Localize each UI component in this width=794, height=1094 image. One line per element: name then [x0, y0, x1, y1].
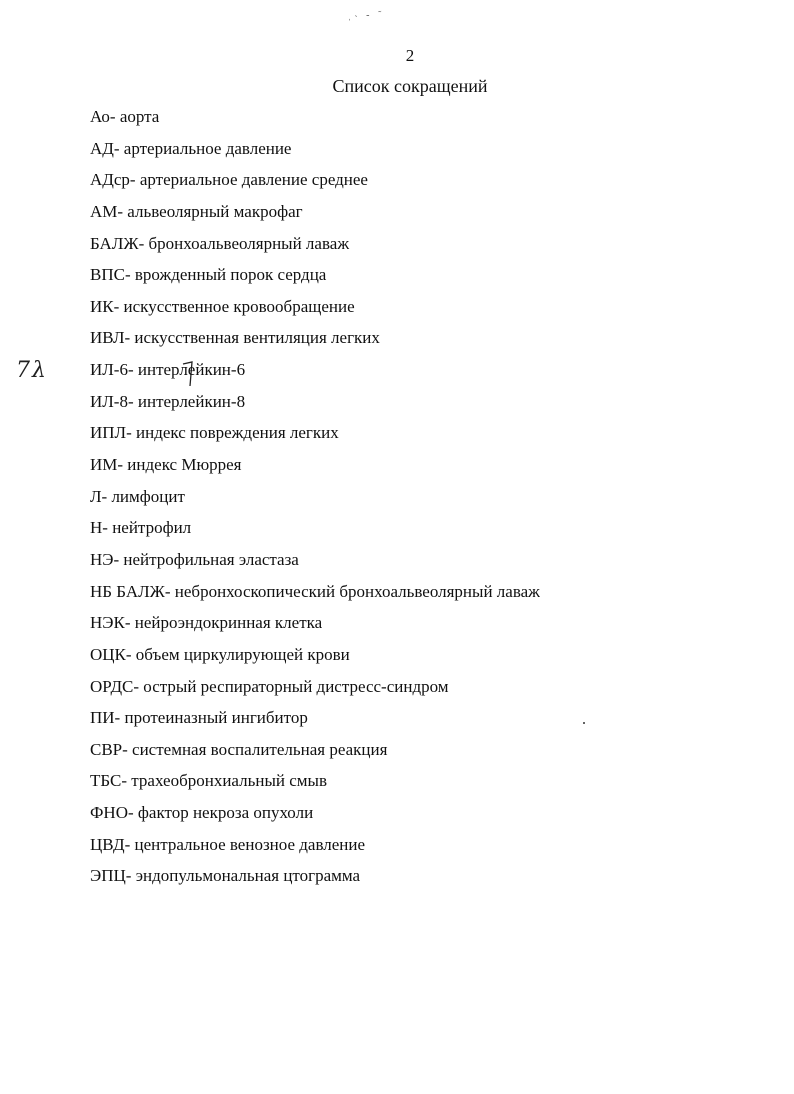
abbreviation-entry: АДср- артериальное давление среднее [90, 170, 368, 190]
page-title: Список сокращений [332, 76, 488, 96]
abbreviation-entry: ИЛ-6- интерлейкин-6 [90, 360, 246, 380]
handwritten-margin-note: 7λ [16, 358, 48, 383]
abbreviation-entry: ЦВД- центральное венозное давление [90, 834, 366, 854]
abbreviation-entry: Л- лимфоцит [90, 486, 185, 506]
scan-artifact: ˌ˴ ‐ ˜ [348, 10, 385, 21]
abbreviation-entry: ТБС- трахеобронхиальный смыв [90, 771, 327, 791]
abbreviation-entry: ИК- искусственное кровообращение [90, 296, 355, 316]
abbreviation-entry: ФНО- фактор некроза опухоли [90, 803, 314, 823]
abbreviation-entry: НБ БАЛЖ- небронхоскопический бронхоальвеолярный лаваж [90, 581, 540, 601]
abbreviation-entry: ИЛ-8- интерлейкин-8 [90, 391, 246, 411]
abbreviation-entry: ИПЛ- индекс повреждения легких [90, 423, 339, 443]
abbreviation-entry: ИМ- индекс Мюррея [90, 455, 242, 475]
abbreviation-entry: НЭК- нейроэндокринная клетка [90, 613, 323, 633]
abbreviation-entry: ВПС- врожденный порок сердца [90, 265, 327, 285]
scan-speck [583, 722, 585, 724]
abbreviation-entry: СВР- системная воспалительная реакция [90, 739, 388, 759]
abbreviation-entry: Ао- аорта [90, 107, 160, 126]
abbreviation-entry: ПИ- протеиназный ингибитор [90, 708, 308, 728]
abbreviation-entry: АД- артериальное давление [90, 138, 292, 158]
abbreviation-entry: ОЦК- объем циркулирующей крови [90, 644, 350, 664]
abbreviation-entry: ОРДС- острый респираторный дистресс-синдром [90, 676, 449, 696]
abbreviation-entry: ЭПЦ- эндопульмональная цтограмма [90, 866, 361, 886]
abbreviation-list [90, 107, 540, 898]
abbreviation-entry: БАЛЖ- бронхоальвеолярный лаваж [90, 233, 350, 253]
abbreviation-entry: Н- нейтрофил [90, 518, 192, 538]
page-number: 2 [405, 46, 415, 65]
abbreviation-entry: ИВЛ- искусственная вентиляция легких [90, 328, 380, 348]
abbreviation-entry: АМ- альвеолярный макрофаг [90, 201, 303, 221]
abbreviation-entry: НЭ- нейтрофильная эластаза [90, 549, 299, 569]
